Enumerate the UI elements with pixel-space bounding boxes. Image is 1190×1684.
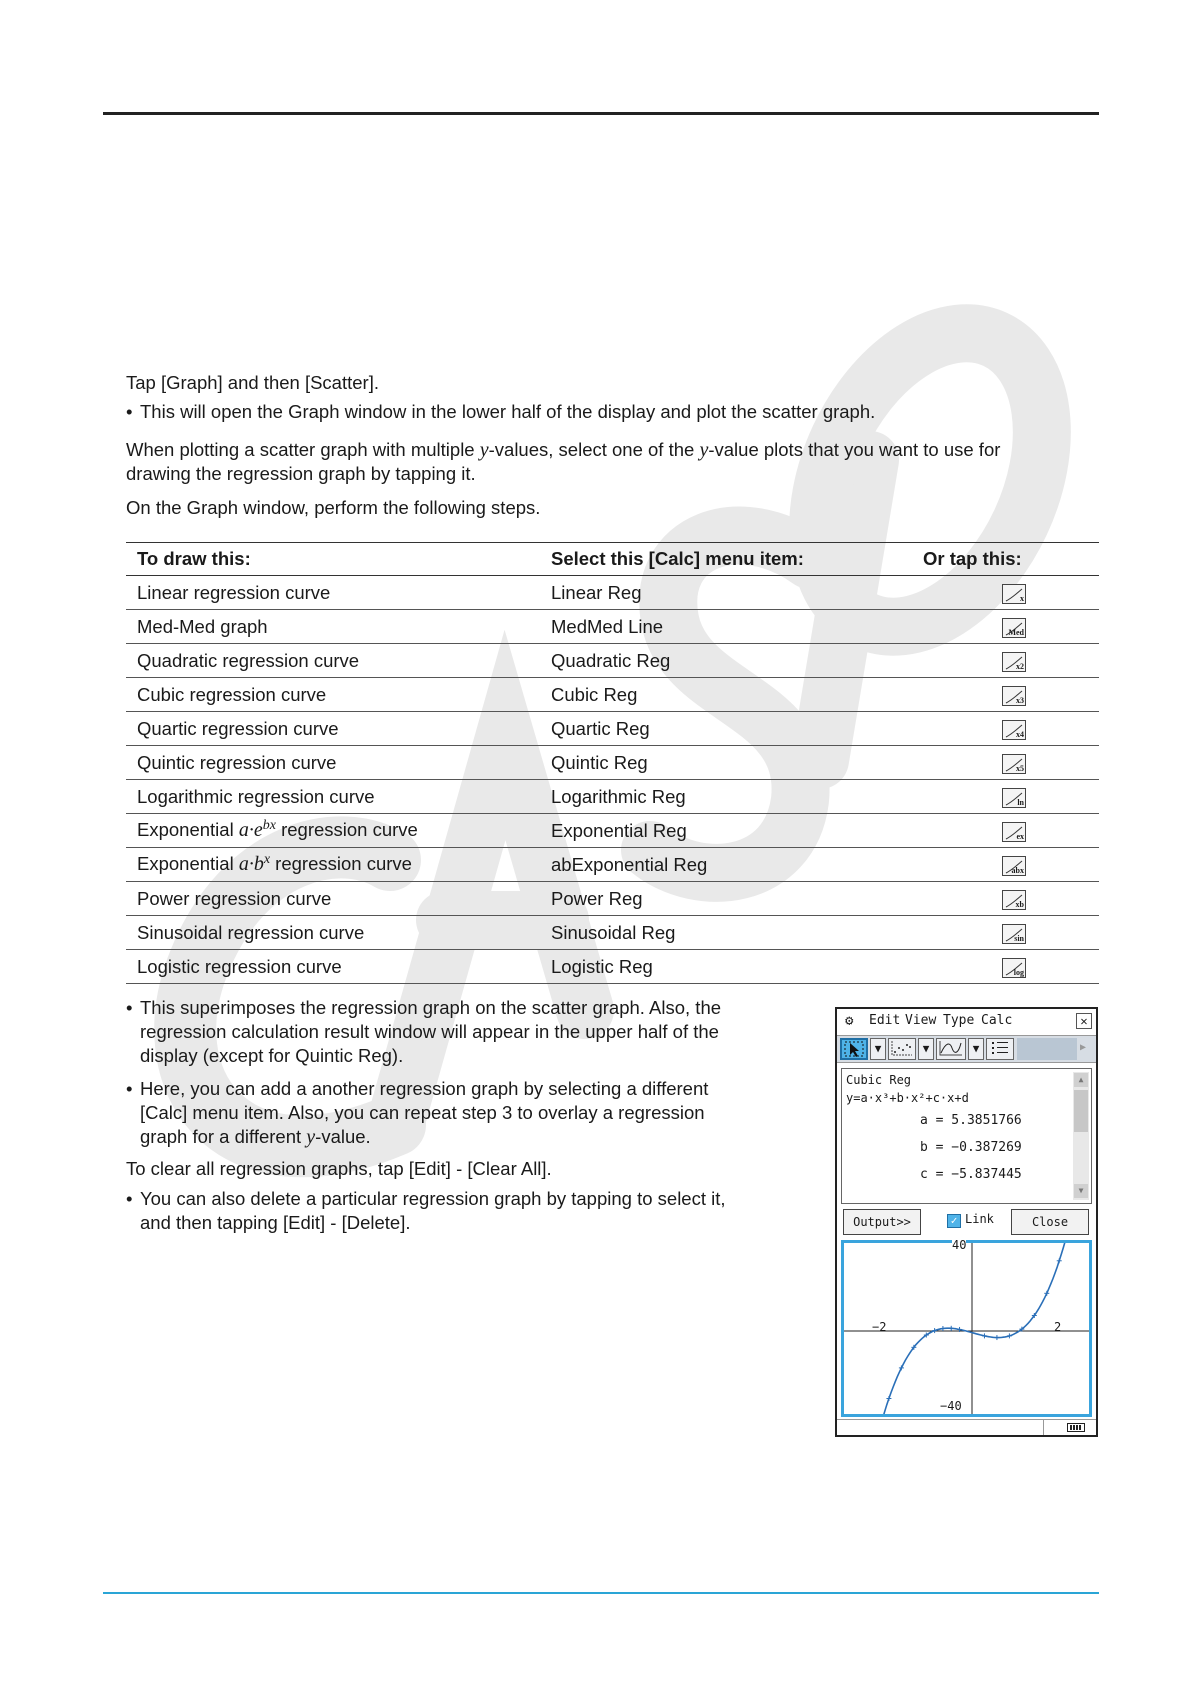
menu-cell: Logarithmic Reg xyxy=(540,780,912,814)
draw-cell: Exponential $a\cdot e^{bx}$ regression curve xyxy=(126,814,540,848)
header-rule xyxy=(103,112,1099,115)
draw-cell: Exponential $a\cdot b^x$ regression curve xyxy=(126,848,540,882)
quadratic-reg-icon[interactable]: x2 xyxy=(1002,652,1026,672)
scatter-plot-icon[interactable] xyxy=(888,1038,916,1060)
link-checkbox[interactable]: ✓ xyxy=(947,1214,961,1228)
x-min-label: −2 xyxy=(872,1320,887,1334)
menu-cell: MedMed Line xyxy=(540,610,912,644)
regression-graph-icon[interactable] xyxy=(936,1038,966,1060)
menu-cell: Quartic Reg xyxy=(540,712,912,746)
icon-cell xyxy=(912,950,1099,984)
exponential-reg-icon[interactable]: ex xyxy=(1002,822,1026,842)
draw-cell: Logarithmic regression curve xyxy=(126,780,540,814)
table-row xyxy=(126,712,1099,746)
icon-cell xyxy=(912,916,1099,950)
icon-cell xyxy=(912,848,1099,882)
bullet-add-graph: • Here, you can add a another regression graph by selecting a different [Calc] menu item. Also, you can repeat step 3 to overlay a regression graph for a different y-value. xyxy=(126,1078,709,1148)
table-row xyxy=(126,950,1099,984)
icon-cell xyxy=(912,746,1099,780)
gear-icon[interactable]: ⚙ xyxy=(845,1013,854,1029)
bullet-superimpose: • This superimposes the regression graph on the scatter graph. Also, the regression calculation result window will appear in the upper half of the display (except for Quintic Reg). xyxy=(126,997,722,1066)
result-window xyxy=(841,1068,1092,1204)
draw-cell: Sinusoidal regression curve xyxy=(126,916,540,950)
menu-cell: Exponential Reg xyxy=(540,814,912,848)
select-pointer-icon[interactable] xyxy=(840,1038,868,1060)
menu-cell: Cubic Reg xyxy=(540,678,912,712)
result-c: c = −5.837445 xyxy=(920,1167,1022,1182)
result-scrollbar[interactable] xyxy=(1073,1072,1089,1200)
table-row xyxy=(126,780,1099,814)
menu-type[interactable]: Type xyxy=(943,1013,975,1028)
icon-cell xyxy=(912,882,1099,916)
menu-cell: abExponential Reg xyxy=(540,848,912,882)
result-a: a = 5.3851766 xyxy=(920,1113,1022,1128)
table-row xyxy=(126,610,1099,644)
menu-calc[interactable]: Calc xyxy=(981,1013,1013,1028)
sinusoidal-reg-icon[interactable]: sin xyxy=(1002,924,1026,944)
toolbar-blank xyxy=(1017,1038,1077,1060)
regression-menu-table xyxy=(126,542,1099,984)
draw-cell: Linear regression curve xyxy=(126,576,540,610)
logarithmic-reg-icon[interactable]: ln xyxy=(1002,788,1026,808)
linear-reg-icon[interactable]: x xyxy=(1002,584,1026,604)
link-label: Link xyxy=(965,1212,994,1226)
x-max-label: 2 xyxy=(1054,1320,1062,1334)
icon-cell xyxy=(912,576,1099,610)
menu-cell: Power Reg xyxy=(540,882,912,916)
status-bar xyxy=(837,1419,1096,1435)
draw-cell: Logistic regression curve xyxy=(126,950,540,984)
icon-cell xyxy=(912,712,1099,746)
battery-icon xyxy=(1067,1423,1085,1432)
dropdown-arrow-icon[interactable]: ▼ xyxy=(968,1038,984,1060)
graph-window[interactable] xyxy=(841,1240,1092,1417)
scroll-right-icon[interactable]: ▶ xyxy=(1080,1042,1087,1053)
dropdown-arrow-icon[interactable]: ▼ xyxy=(918,1038,934,1060)
cubic-reg-icon[interactable]: x3 xyxy=(1002,686,1026,706)
icon-cell xyxy=(912,644,1099,678)
result-formula: y=a·x³+b·x²+c·x+d xyxy=(846,1091,969,1105)
power-reg-icon[interactable]: xb xyxy=(1002,890,1026,910)
header-draw: To draw this: xyxy=(126,543,540,576)
dropdown-arrow-icon[interactable]: ▼ xyxy=(870,1038,886,1060)
result-title: Cubic Reg xyxy=(846,1073,912,1087)
table-row xyxy=(126,848,1099,882)
draw-cell: Med-Med graph xyxy=(126,610,540,644)
table-header-row xyxy=(126,543,1099,576)
table-row xyxy=(126,746,1099,780)
footer-rule xyxy=(103,1592,1099,1594)
bullet-delete: • You can also delete a particular regression graph by tapping to select it, and then tapping [Edit] - [Delete]. xyxy=(126,1188,726,1233)
draw-cell: Cubic regression curve xyxy=(126,678,540,712)
icon-cell xyxy=(912,780,1099,814)
menu-cell: Sinusoidal Reg xyxy=(540,916,912,950)
draw-cell: Power regression curve xyxy=(126,882,540,916)
close-icon[interactable]: ✕ xyxy=(1076,1013,1092,1029)
bullet-open-graph: • This will open the Graph window in the lower half of the display and plot the scatter graph. xyxy=(126,401,876,422)
step-text: Tap [Graph] and then [Scatter]. xyxy=(126,372,379,393)
icon-cell xyxy=(912,678,1099,712)
close-button[interactable]: Close xyxy=(1011,1209,1089,1235)
status-divider xyxy=(1043,1420,1044,1435)
y-max-label: 40 xyxy=(952,1238,967,1252)
quartic-reg-icon[interactable]: x4 xyxy=(1002,720,1026,740)
menu-edit[interactable]: Edit xyxy=(869,1013,901,1028)
menu-cell: Linear Reg xyxy=(540,576,912,610)
ab-exponential-reg-icon[interactable]: abx xyxy=(1002,856,1026,876)
draw-cell: Quintic regression curve xyxy=(126,746,540,780)
table-row xyxy=(126,882,1099,916)
logistic-reg-icon[interactable]: log xyxy=(1002,958,1026,978)
menu-cell: Quintic Reg xyxy=(540,746,912,780)
medmed-line-icon[interactable]: Med xyxy=(1002,618,1026,638)
multi-y-note: When plotting a scatter graph with multiple y-values, select one of the y-value plots that you want to use for drawing the regression graph by tapping it. xyxy=(126,439,1001,484)
header-menu: Select this [Calc] menu item: xyxy=(540,543,912,576)
cubic-curve xyxy=(858,1243,1080,1414)
table-row xyxy=(126,644,1099,678)
scroll-up-icon[interactable]: ▲ xyxy=(1074,1073,1088,1087)
menu-cell: Quadratic Reg xyxy=(540,644,912,678)
y-min-label: −40 xyxy=(940,1399,962,1413)
table-grid-icon[interactable] xyxy=(986,1038,1014,1060)
clear-all-text: To clear all regression graphs, tap [Edit] - [Clear All]. xyxy=(126,1158,552,1179)
calculator-screen xyxy=(835,1007,1098,1437)
calc-menubar xyxy=(837,1009,1096,1033)
icon-cell xyxy=(912,814,1099,848)
result-b: b = −0.387269 xyxy=(920,1140,1022,1155)
draw-cell: Quadratic regression curve xyxy=(126,644,540,678)
scroll-thumb[interactable] xyxy=(1074,1090,1088,1132)
graph-steps-text: On the Graph window, perform the following steps. xyxy=(126,497,541,518)
quintic-reg-icon[interactable]: x5 xyxy=(1002,754,1026,774)
scroll-down-icon[interactable]: ▼ xyxy=(1074,1184,1088,1198)
output-button[interactable]: Output>> xyxy=(843,1209,921,1235)
table-row xyxy=(126,916,1099,950)
table-row xyxy=(126,576,1099,610)
icon-cell xyxy=(912,610,1099,644)
calc-toolbar xyxy=(837,1035,1096,1063)
menu-cell: Logistic Reg xyxy=(540,950,912,984)
table-row xyxy=(126,678,1099,712)
header-tap: Or tap this: xyxy=(912,543,1099,576)
draw-cell: Quartic regression curve xyxy=(126,712,540,746)
menu-view[interactable]: View xyxy=(905,1013,937,1028)
table-row xyxy=(126,814,1099,848)
